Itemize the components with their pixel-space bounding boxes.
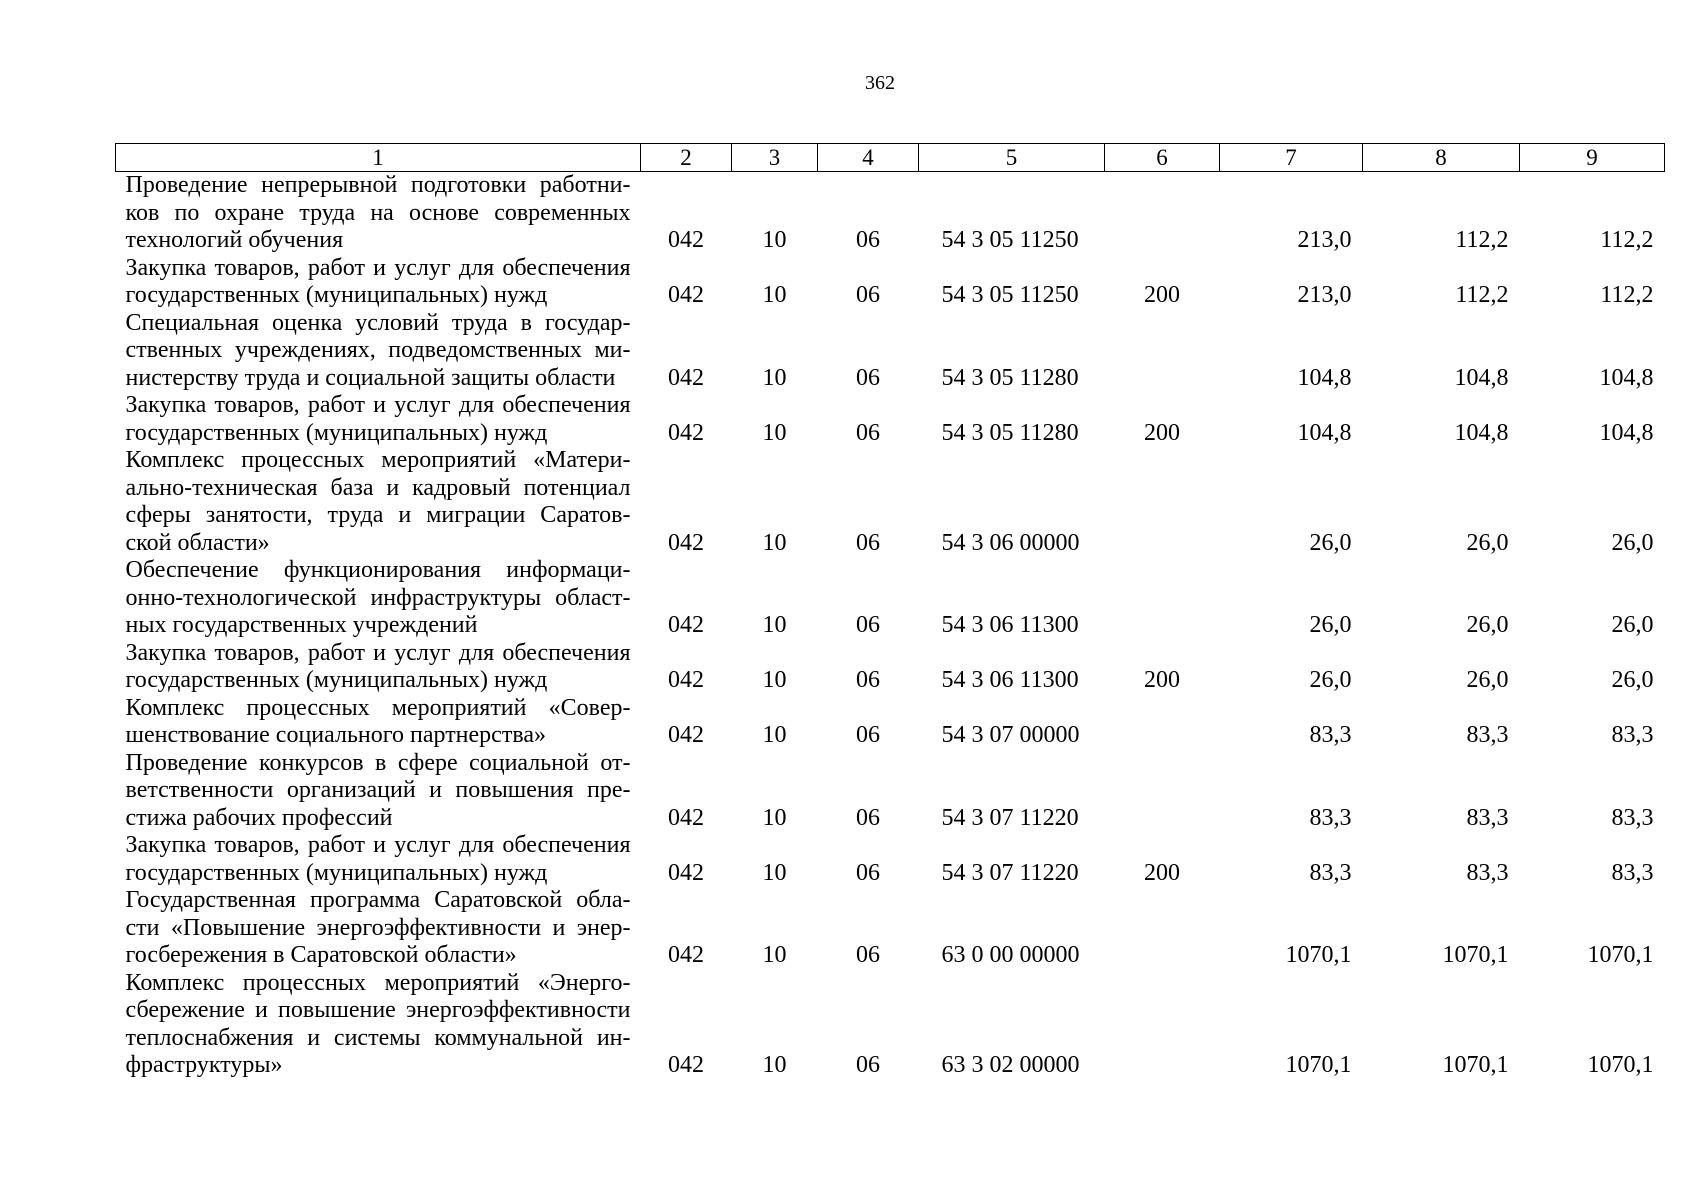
description-line: сти «Повышение энергоэффективности и энер- [125,914,631,941]
description-line: сферы занятости, труда и миграции Саратов- [125,502,631,528]
cell-expense-type: 200 [1144,859,1180,886]
cell-amount-col9: 112,2 [1600,227,1654,253]
table-row [116,887,1665,970]
cell-amount-col7: 26,0 [1309,529,1352,556]
description-line: Закупка товаров, работ и услуг для обеспечения [125,254,631,281]
description-line: технологий обучения [125,227,344,253]
cell-amount-col7: 26,0 [1309,667,1352,693]
cell-expense-type: 200 [1144,667,1180,693]
column-header: 7 [1220,144,1363,172]
description-line: ственных учреждениях, подведомственных ми- [125,337,631,363]
cell-ministry-code: 042 [668,942,704,968]
cell-section: 10 [762,667,787,693]
cell-amount-col7: 104,8 [1297,364,1352,391]
cell-expense-type: 200 [1144,419,1180,446]
cell-target-article: 54 3 06 00000 [941,529,1080,556]
cell-description [116,695,641,750]
cell-section: 10 [762,722,787,748]
table-header-row [116,144,1665,172]
description-line: Обеспечение функционирования информаци- [125,557,631,583]
cell-subsection: 06 [856,612,880,638]
cell-section: 10 [762,529,787,556]
cell-amount-col9: 26,0 [1611,612,1654,638]
description-line: нистерству труда и социальной защиты области [125,364,616,391]
page-number: 362 [865,72,895,94]
table-row [116,750,1665,833]
cell-description [116,172,641,255]
table-row [116,640,1665,695]
cell-amount-col8: 1070,1 [1442,942,1509,968]
table-row [116,832,1665,887]
description-line: Проведение конкурсов в сфере социальной от- [125,749,631,776]
cell-target-article: 54 3 05 11250 [941,227,1079,253]
cell-ministry-code: 042 [668,529,704,556]
description-line: Комплекс процессных мероприятий «Энерго- [125,969,631,996]
cell-amount-col7: 26,0 [1309,612,1352,638]
table-row [116,392,1665,447]
cell-subsection: 06 [856,419,880,446]
cell-section: 10 [762,364,787,391]
cell-expense-type [1105,310,1220,393]
table-row [116,255,1665,310]
cell-description [116,832,641,887]
table-row [116,310,1665,393]
cell-ministry-code: 042 [668,227,704,253]
cell-subsection: 06 [856,529,880,556]
cell-amount-col7: 213,0 [1297,282,1352,308]
description-line: Специальная оценка условий труда в государ- [125,309,631,336]
cell-expense-type: 200 [1144,282,1180,308]
cell-ministry-code: 042 [668,282,704,308]
cell-subsection: 06 [856,942,880,968]
description-line: госбережения в Саратовской области» [125,942,517,968]
cell-description [116,310,641,393]
cell-subsection: 06 [856,859,880,886]
cell-ministry-code: 042 [668,419,704,446]
cell-section: 10 [762,612,787,638]
cell-description [116,392,641,447]
column-header: 2 [641,144,732,172]
cell-amount-col9: 26,0 [1611,667,1654,693]
cell-section: 10 [762,419,787,446]
cell-section: 10 [762,227,787,253]
cell-subsection: 06 [856,667,880,693]
cell-amount-col8: 83,3 [1466,804,1509,831]
cell-target-article: 54 3 07 11220 [941,859,1079,886]
cell-subsection: 06 [856,282,880,308]
budget-table [115,143,1665,1080]
cell-section: 10 [762,1052,787,1078]
column-header: 4 [818,144,919,172]
cell-subsection: 06 [856,1052,880,1078]
cell-subsection: 06 [856,364,880,391]
cell-amount-col7: 83,3 [1309,722,1352,748]
description-line: государственных (муниципальных) нужд [125,419,548,446]
cell-amount-col7: 213,0 [1297,227,1352,253]
description-line: теплоснабжения и системы коммунальной ин- [125,1024,631,1051]
cell-ministry-code: 042 [668,804,704,831]
description-line: Комплекс процессных мероприятий «Матери- [125,447,631,473]
cell-ministry-code: 042 [668,612,704,638]
cell-ministry-code: 042 [668,722,704,748]
cell-section: 10 [762,804,787,831]
description-line: ных государственных учреждений [125,612,478,638]
cell-expense-type [1105,970,1220,1080]
table-body [116,172,1665,1080]
cell-ministry-code: 042 [668,1052,704,1078]
description-line: сбережение и повышение энергоэффективности [125,997,631,1023]
cell-amount-col8: 112,2 [1455,227,1509,253]
cell-subsection: 06 [856,227,880,253]
cell-description [116,640,641,695]
cell-subsection: 06 [856,804,880,831]
table-row [116,695,1665,750]
description-line: стижа рабочих профессий [125,804,393,831]
cell-amount-col8: 104,8 [1454,364,1509,391]
cell-ministry-code: 042 [668,667,704,693]
description-line: онно-технологической инфраструктуры област- [125,584,631,611]
cell-amount-col7: 83,3 [1309,804,1352,831]
description-line: Государственная программа Саратовской обла- [125,887,631,913]
cell-amount-col9: 26,0 [1611,529,1654,556]
cell-expense-type [1105,447,1220,557]
cell-target-article: 54 3 06 11300 [941,667,1079,693]
cell-description [116,887,641,970]
cell-amount-col7: 83,3 [1309,859,1352,886]
cell-amount-col7: 1070,1 [1285,942,1352,968]
cell-subsection: 06 [856,722,880,748]
description-line: ской области» [125,529,270,556]
cell-ministry-code: 042 [668,859,704,886]
column-header: 6 [1105,144,1220,172]
cell-section: 10 [762,282,787,308]
column-header: 8 [1363,144,1520,172]
cell-amount-col7: 104,8 [1297,419,1352,446]
description-line: ветственности организаций и повышения пре- [125,777,631,803]
description-line: Закупка товаров, работ и услуг для обеспечения [125,832,631,858]
cell-expense-type [1105,750,1220,833]
description-line: фраструктуры» [125,1052,283,1078]
cell-amount-col8: 26,0 [1466,612,1509,638]
cell-amount-col8: 83,3 [1466,859,1509,886]
description-line: шенствование социального партнерства» [125,722,546,748]
cell-amount-col9: 1070,1 [1587,942,1654,968]
column-header: 1 [116,144,641,172]
cell-target-article: 54 3 07 00000 [941,722,1080,748]
cell-amount-col9: 83,3 [1611,804,1654,831]
description-line: Закупка товаров, работ и услуг для обеспечения [125,639,631,666]
cell-amount-col8: 26,0 [1466,667,1509,693]
cell-amount-col7: 1070,1 [1285,1052,1352,1078]
cell-expense-type [1105,557,1220,640]
cell-expense-type [1105,172,1220,255]
table-row [116,447,1665,557]
description-line: Закупка товаров, работ и услуг для обеспечения [125,392,631,418]
table-header [116,144,1665,172]
cell-amount-col8: 112,2 [1455,282,1509,308]
table-row [116,172,1665,255]
cell-target-article: 63 3 02 00000 [941,1052,1080,1078]
cell-target-article: 54 3 05 11250 [941,282,1079,308]
cell-target-article: 54 3 06 11300 [941,612,1079,638]
cell-expense-type [1105,695,1220,750]
cell-amount-col8: 26,0 [1466,529,1509,556]
cell-description [116,255,641,310]
description-line: Проведение непрерывной подготовки работни- [125,172,631,198]
cell-expense-type [1105,887,1220,970]
description-line: ально-техническая база и кадровый потенциал [125,474,631,501]
description-line: государственных (муниципальных) нужд [125,859,548,886]
cell-amount-col9: 104,8 [1599,364,1654,391]
cell-section: 10 [762,942,787,968]
cell-amount-col9: 112,2 [1600,282,1654,308]
cell-description [116,970,641,1080]
cell-target-article: 54 3 07 11220 [941,804,1079,831]
cell-amount-col9: 83,3 [1611,722,1654,748]
table-row [116,970,1665,1080]
cell-section: 10 [762,859,787,886]
table-row [116,557,1665,640]
cell-target-article: 63 0 00 00000 [941,942,1080,968]
description-line: ков по охране труда на основе современных [125,199,631,226]
column-header: 9 [1520,144,1665,172]
cell-amount-col8: 1070,1 [1442,1052,1509,1078]
cell-amount-col8: 83,3 [1466,722,1509,748]
description-line: государственных (муниципальных) нужд [125,282,548,308]
cell-description [116,557,641,640]
description-line: государственных (муниципальных) нужд [125,667,548,693]
column-header: 3 [732,144,818,172]
cell-description [116,447,641,557]
cell-ministry-code: 042 [668,364,704,391]
cell-amount-col9: 104,8 [1599,419,1654,446]
description-line: Комплекс процессных мероприятий «Совер- [125,694,631,721]
cell-amount-col9: 1070,1 [1587,1052,1654,1078]
cell-amount-col9: 83,3 [1611,859,1654,886]
cell-amount-col8: 104,8 [1454,419,1509,446]
cell-target-article: 54 3 05 11280 [941,364,1079,391]
cell-description [116,750,641,833]
column-header: 5 [919,144,1105,172]
cell-target-article: 54 3 05 11280 [941,419,1079,446]
